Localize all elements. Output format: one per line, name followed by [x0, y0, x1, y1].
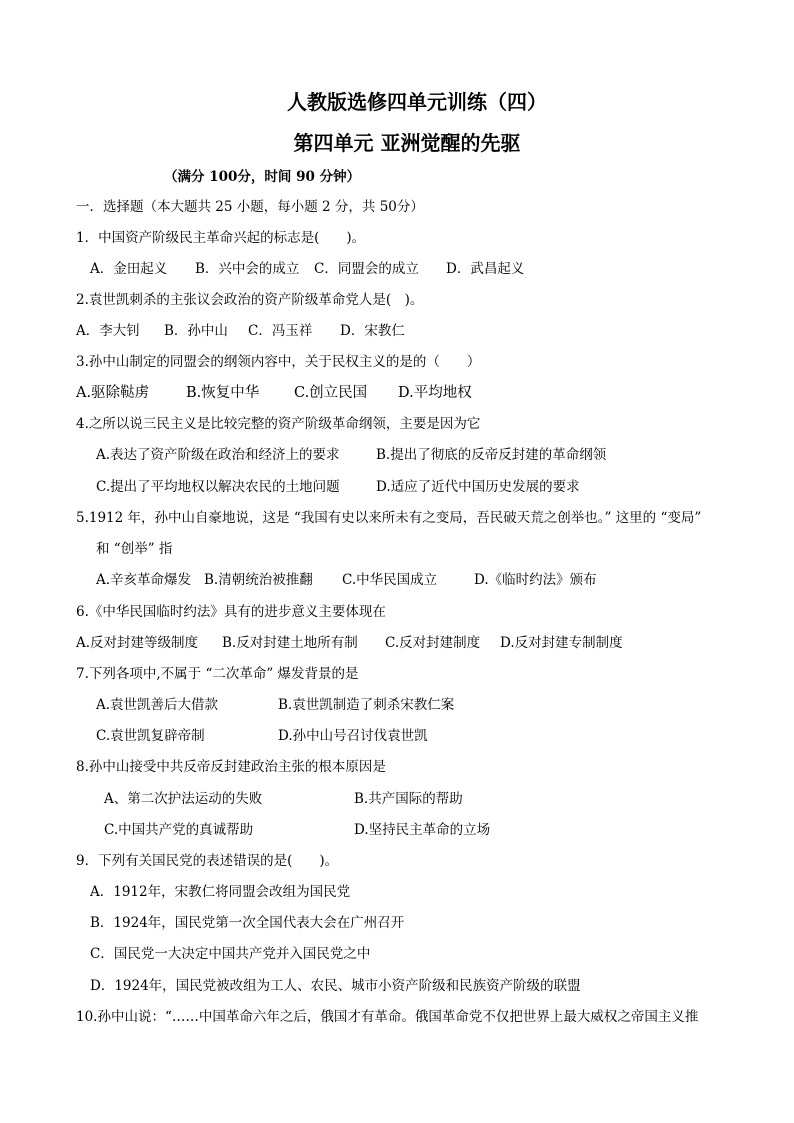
q2-option-a: A．李大钊	[76, 323, 140, 339]
q6-option-a: A.反对封建等级制度	[76, 635, 199, 651]
question-9-stem: 9．下列有关国民党的表述错误的是( )。	[76, 853, 339, 869]
question-2-stem: 2.袁世凯刺杀的主张议会政治的资产阶级革命党人是( )。	[76, 292, 424, 308]
q1-option-d: D．武昌起义	[446, 261, 525, 277]
q9-option-d: D．1924年，国民党被改组为工人、农民、城市小资产阶级和民族资产阶级的联盟	[90, 978, 581, 994]
q5-option-b: B.清朝统治被推翻	[204, 572, 313, 588]
unit-title: 第四单元 亚洲觉醒的先驱	[293, 131, 521, 155]
q5-option-d: D.《临时约法》颁布	[474, 572, 597, 588]
q2-option-d: D．宋教仁	[340, 323, 405, 339]
q7-option-b: B.袁世凯制造了刺杀宋教仁案	[278, 697, 455, 713]
q9-option-b: B．1924年，国民党第一次全国代表大会在广州召开	[90, 915, 405, 931]
question-4-stem: 4.之所以说三民主义是比较完整的资产阶级革命纲领，主要是因为它	[76, 416, 481, 432]
q5-option-a: A.辛亥革命爆发	[96, 572, 192, 588]
exam-title: 人教版选修四单元训练（四）	[287, 90, 547, 114]
q1-option-a: A．金田起义	[90, 261, 168, 277]
q3-option-d: D.平均地权	[398, 385, 472, 401]
question-5-stem-continued: 和 “创举” 指	[96, 541, 173, 557]
q3-option-b: B.恢复中华	[186, 385, 260, 401]
q4-option-c: C.提出了平均地权以解决农民的土地问题	[96, 479, 340, 495]
q1-option-c: C．同盟会的成立	[314, 261, 419, 277]
q8-option-d: D.坚持民主革命的立场	[354, 822, 491, 838]
question-7-stem: 7.下列各项中,不属于 “二次革命” 爆发背景的是	[76, 666, 359, 682]
q3-option-a: A.驱除鞑虏	[76, 385, 150, 401]
exam-info: （满分 100分，时间 90 分钟）	[164, 169, 361, 185]
q7-option-a: A.袁世凯善后大借款	[96, 697, 219, 713]
q1-option-b: B．兴中会的成立	[195, 261, 300, 277]
question-5-stem: 5.1912 年，孙中山自豪地说，这是 “我国有史以来所未有之变局，吾民破天荒之创举也。” 这里的 “变局”	[76, 510, 702, 526]
q9-option-c: C．国民党一大决定中国共产党并入国民党之中	[90, 946, 371, 962]
q6-option-b: B.反对封建土地所有制	[222, 635, 358, 651]
question-3-stem: 3.孙中山制定的同盟会的纲领内容中，关于民权主义的是的（ ）	[76, 354, 481, 370]
question-10-stem: 10.孙中山说：“……中国革命六年之后，俄国才有革命。俄国革命党不仅把世界上最大威权之帝国主义推	[76, 1009, 699, 1025]
q2-option-c: C．冯玉祥	[248, 323, 313, 339]
q9-option-a: A．1912年，宋教仁将同盟会改组为国民党	[90, 884, 351, 900]
q7-option-c: C.袁世凯复辟帝制	[96, 728, 205, 744]
question-6-stem: 6.《中华民国临时约法》具有的进步意义主要体现在	[76, 604, 386, 620]
q7-option-d: D.孙中山号召讨伐袁世凯	[278, 728, 428, 744]
q6-option-c: C.反对封建制度	[385, 635, 481, 651]
q3-option-c: C.创立民国	[294, 385, 368, 401]
q5-option-c: C.中华民国成立	[342, 572, 438, 588]
question-8-stem: 8.孙中山接受中共反帝反封建政治主张的根本原因是	[76, 759, 386, 775]
question-1-stem: 1．中国资产阶级民主革命兴起的标志是( )。	[76, 230, 366, 246]
section-heading: 一．选择题（本大题共 25 小题，每小题 2 分，共 50分）	[76, 199, 424, 215]
q8-option-b: B.共产国际的帮助	[354, 791, 463, 807]
q4-option-a: A.表达了资产阶级在政治和经济上的要求	[96, 447, 340, 463]
q6-option-d: D.反对封建专制制度	[500, 635, 623, 651]
q4-option-d: D.适应了近代中国历史发展的要求	[376, 479, 580, 495]
q8-option-c: C.中国共产党的真诚帮助	[104, 822, 254, 838]
q2-option-b: B．孙中山	[164, 323, 228, 339]
q4-option-b: B.提出了彻底的反帝反封建的革命纲领	[376, 447, 607, 463]
q8-option-a: A、第二次护法运动的失败	[104, 791, 263, 807]
